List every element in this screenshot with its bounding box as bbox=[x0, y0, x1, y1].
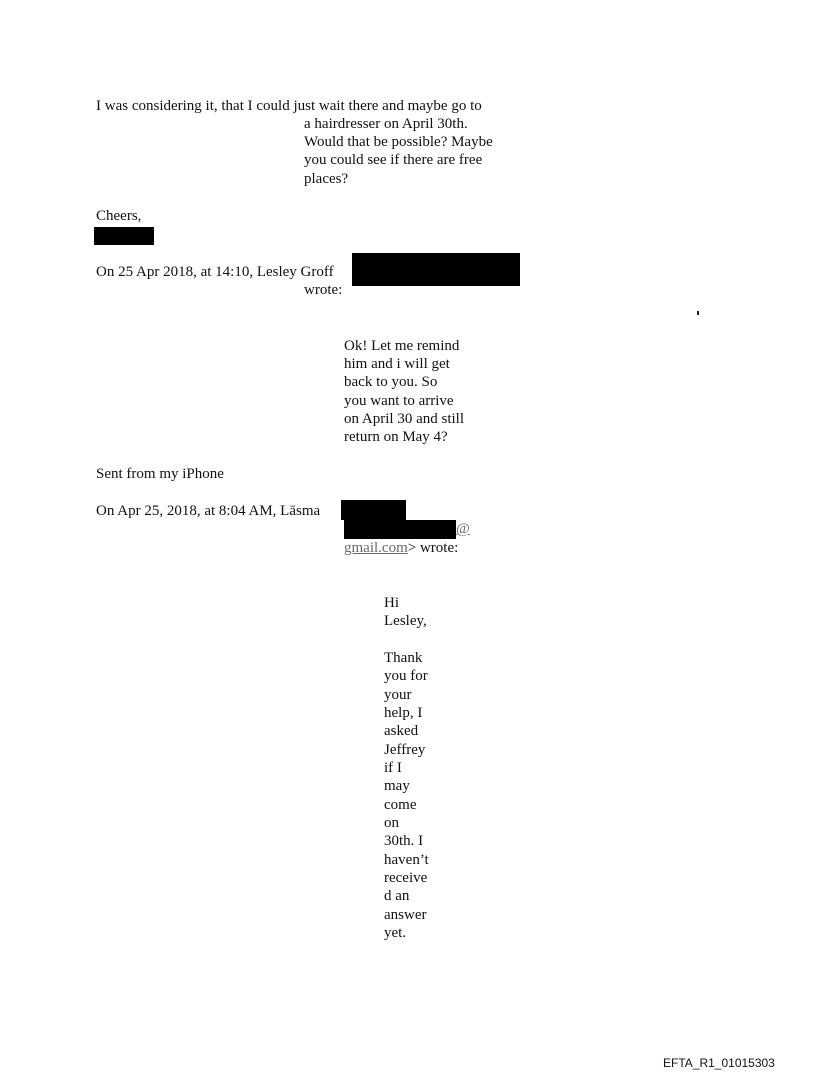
quote2-line-7: if I bbox=[384, 760, 402, 776]
quote2-line-11: 30th. I bbox=[384, 833, 424, 849]
greeting-line-2: Lesley, bbox=[384, 613, 427, 629]
reply-line-5: places? bbox=[304, 171, 349, 187]
quote2-line-14: d an bbox=[384, 888, 410, 904]
quote2-wrote: > wrote: bbox=[407, 540, 459, 556]
quote1-header: On 25 Apr 2018, at 14:10, Lesley Groff bbox=[96, 264, 334, 280]
quote2-line-9: come bbox=[384, 797, 417, 813]
email-domain-link[interactable]: gmail.com bbox=[344, 540, 408, 556]
reply-line-4: you could see if there are free bbox=[304, 152, 483, 168]
quote2-line-10: on bbox=[384, 815, 399, 831]
quote2-line-3: your bbox=[384, 687, 412, 703]
quote2-line-1: Thank bbox=[384, 650, 423, 666]
redacted-signature bbox=[94, 227, 154, 245]
quote2-line-15: answer bbox=[384, 907, 427, 923]
quote2-header: On Apr 25, 2018, at 8:04 AM, Lāsma bbox=[96, 503, 321, 519]
reply-first-line: I was considering it, that I could just wait there and maybe go to bbox=[96, 98, 482, 114]
quote2-line-13: receive bbox=[384, 870, 428, 886]
quote2-line-5: asked bbox=[384, 723, 419, 739]
quote2-line-4: help, I bbox=[384, 705, 423, 721]
sent-from: Sent from my iPhone bbox=[96, 466, 224, 482]
document-id: EFTA_R1_01015303 bbox=[663, 1056, 775, 1070]
quote1-line-6: return on May 4? bbox=[344, 429, 448, 445]
quote1-line-5: on April 30 and still bbox=[344, 411, 464, 427]
email-at-sign[interactable]: @ bbox=[456, 521, 470, 537]
quote2-line-6: Jeffrey bbox=[384, 742, 426, 758]
quote1-line-3: back to you. So bbox=[344, 374, 438, 390]
signoff: Cheers, bbox=[96, 208, 142, 224]
quote1-wrote: wrote: bbox=[304, 282, 343, 298]
redacted-email-2 bbox=[344, 520, 456, 539]
stray-mark bbox=[697, 311, 699, 315]
reply-line-2: a hairdresser on April 30th. bbox=[304, 116, 468, 132]
quote1-line-2: him and i will get bbox=[344, 356, 450, 372]
quote2-line-8: may bbox=[384, 778, 410, 794]
redacted-email-1 bbox=[352, 253, 520, 286]
greeting-line-1: Hi bbox=[384, 595, 399, 611]
redacted-name-2 bbox=[341, 500, 406, 520]
quote2-line-2: you for bbox=[384, 668, 428, 684]
quote1-line-4: you want to arrive bbox=[344, 393, 454, 409]
quote2-wrote-line bbox=[344, 539, 458, 557]
quote1-line-1: Ok! Let me remind bbox=[344, 338, 460, 354]
quote2-line-16: yet. bbox=[384, 925, 407, 941]
reply-line-3: Would that be possible? Maybe bbox=[304, 134, 493, 150]
quote2-line-12: haven’t bbox=[384, 852, 429, 868]
